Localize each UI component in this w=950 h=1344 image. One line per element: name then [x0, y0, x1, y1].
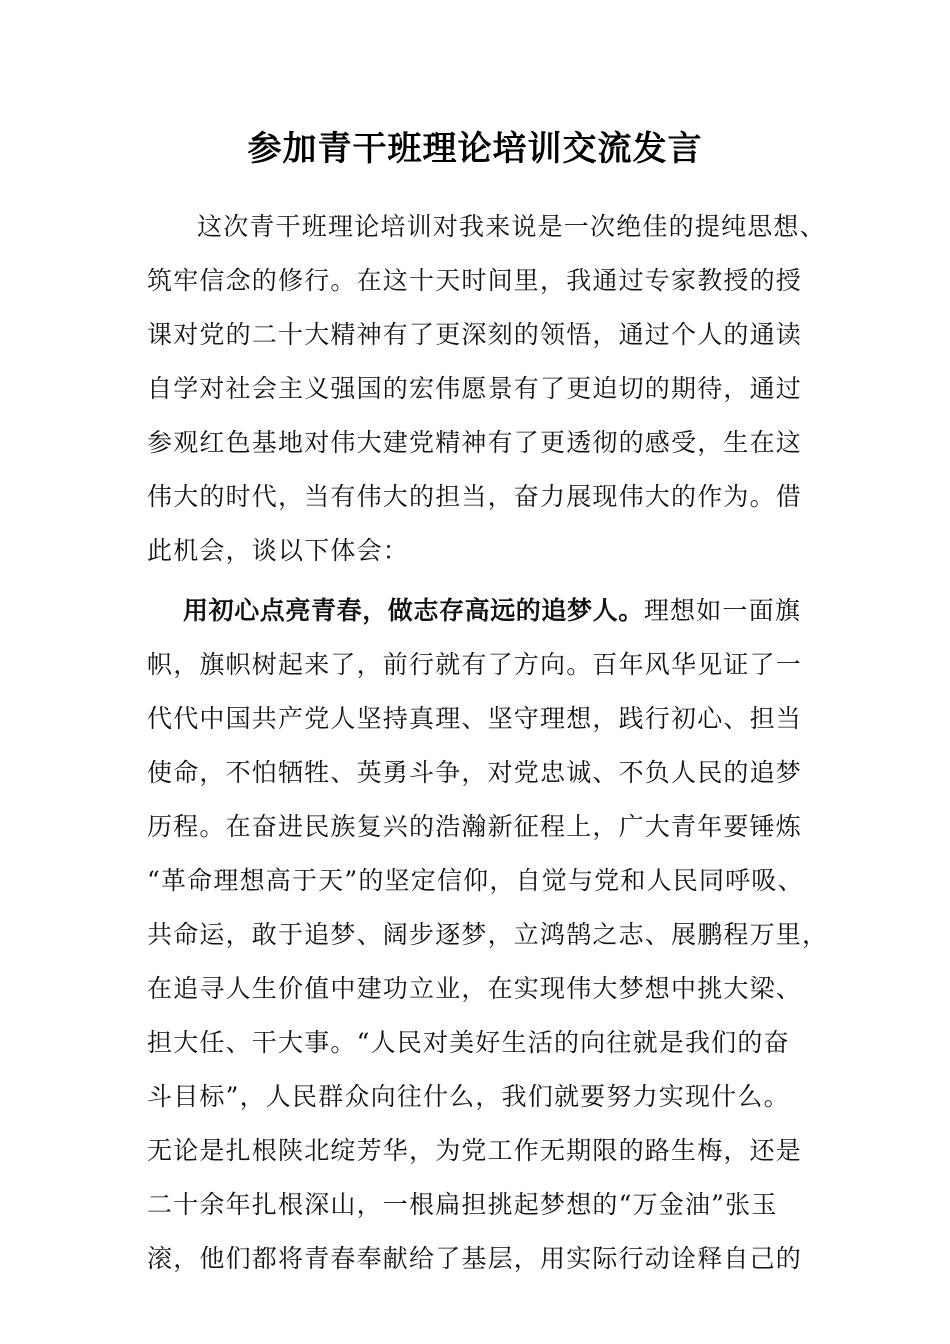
- document-title: 参加青干班理论培训交流发言: [247, 129, 703, 169]
- paragraph-line: 课对党的二十大精神有了更深刻的领悟，通过个人的通读: [147, 320, 803, 349]
- paragraph-line: 帜，旗帜树起来了，前行就有了方向。百年风华见证了一: [147, 650, 803, 679]
- paragraph-line: 滚，他们都将青春奉献给了基层，用实际行动诠释自己的: [147, 1244, 803, 1273]
- paragraph-line: 担大任、干大事。“人民对美好生活的向往就是我们的奋: [147, 1028, 790, 1057]
- paragraph-line: 筑牢信念的修行。在这十天时间里，我通过专家教授的授: [147, 266, 803, 295]
- paragraph-line: 这次青干班理论培训对我来说是一次绝佳的提纯思想、: [197, 212, 826, 241]
- paragraph-line: 伟大的时代，当有伟大的担当，奋力展现伟大的作为。借: [147, 482, 803, 511]
- paragraph-line: 共命运，敢于追梦、阔步逐梦，立鸿鹄之志、展鹏程万里，: [147, 920, 829, 949]
- paragraph-line: 二十余年扎根深山，一根扁担挑起梦想的“万金油”张玉: [147, 1190, 778, 1219]
- paragraph-line: 此机会，谈以下体会：: [147, 536, 410, 565]
- paragraph-line: “革命理想高于天”的坚定信仰，自觉与党和人民同呼吸、: [147, 866, 804, 895]
- section-lead-heading: 用初心点亮青春，做志存高远的追梦人。: [183, 596, 644, 625]
- paragraph-line: 历程。在奋进民族复兴的浩瀚新征程上，广大青年要锤炼: [147, 812, 803, 841]
- document-body: [147, 200, 829, 1286]
- paragraph-line: 斗目标”，人民群众向往什么，我们就要努力实现什么。: [147, 1082, 790, 1111]
- paragraph-intro: [147, 200, 826, 578]
- paragraph-line: 无论是扎根陕北绽芳华，为党工作无期限的路生梅，还是: [147, 1136, 803, 1165]
- paragraph-line-rest: 理想如一面旗: [643, 596, 802, 625]
- paragraph-line: [147, 584, 807, 638]
- paragraph-line: 自学对社会主义强国的宏伟愿景有了更迫切的期待，通过: [147, 374, 803, 403]
- paragraph-line: 代代中国共产党人坚持真理、坚守理想，践行初心、担当: [147, 704, 803, 733]
- paragraph-line: 在追寻人生价值中建功立业，在实现伟大梦想中挑大梁、: [147, 974, 803, 1003]
- paragraph-line: 参观红色基地对伟大建党精神有了更透彻的感受，生在这: [147, 428, 803, 457]
- paragraph-initial-aspiration: [147, 584, 829, 1286]
- paragraph-line: 使命，不怕牺牲、英勇斗争，对党忠诚、不负人民的追梦: [147, 758, 803, 787]
